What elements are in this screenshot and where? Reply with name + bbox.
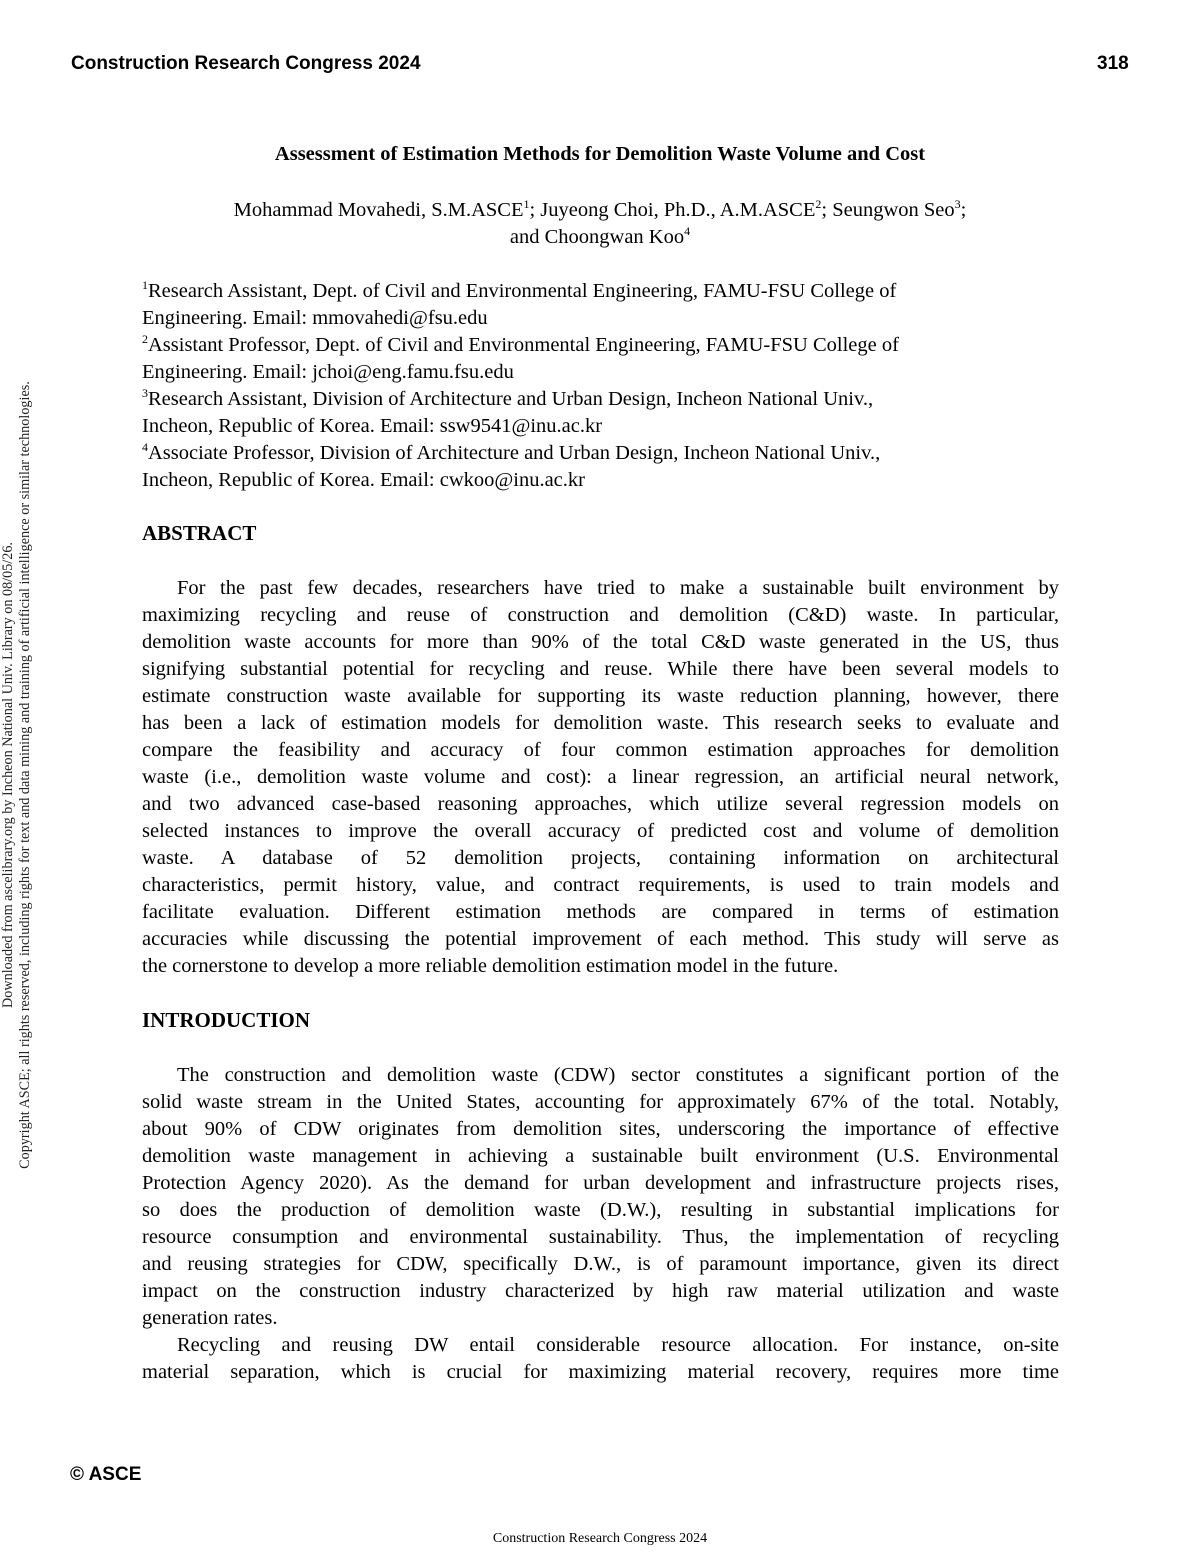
- text-line: about 90% of CDW originates from demolition sites, underscoring the importance of effective: [142, 1118, 1059, 1140]
- introduction-paragraph-2: [142, 1332, 1059, 1386]
- page-footer: Construction Research Congress 2024: [492, 1531, 708, 1546]
- text-line: demolition waste management in achieving a sustainable built environment (U.S. Environmental: [142, 1145, 1059, 1167]
- abstract-body: [142, 575, 1059, 980]
- text-line: the cornerstone to develop a more reliable demolition estimation model in the future.: [142, 955, 839, 977]
- affiliation-text: Associate Professor, Division of Architecture and Urban Design, Incheon National Univ.,: [148, 442, 881, 464]
- watermark-line-2: Copyright ASCE; all rights reserved, including rights for text and data mining and training of artificial intelligence or similar technologies.: [17, 381, 33, 1169]
- affiliation-1: [142, 278, 1060, 332]
- text-line: material separation, which is crucial for maximizing material recovery, requires more time: [142, 1361, 1059, 1383]
- text-line: waste (i.e., demolition waste volume and cost): a linear regression, an artificial neural network,: [142, 766, 1059, 788]
- text-line: accuracies while discussing the potential improvement of each method. This study will serve as: [142, 928, 1059, 950]
- author-sup: 1: [523, 197, 530, 212]
- affiliation-email: Engineering. Email: mmovahedi@fsu.edu: [142, 307, 488, 329]
- affiliation-2: [142, 332, 1060, 386]
- text-line: has been a lack of estimation models for demolition waste. This research seeks to evaluate and: [142, 712, 1059, 734]
- author-name: and Choongwan Koo: [509, 226, 685, 248]
- introduction-paragraph-1: [142, 1062, 1059, 1332]
- affiliation-text: Research Assistant, Division of Architecture and Urban Design, Incheon National Univ.,: [148, 388, 874, 410]
- affiliation-email: Incheon, Republic of Korea. Email: cwkoo@inu.ac.kr: [142, 469, 585, 491]
- text-line: impact on the construction industry characterized by high raw material utilization and waste: [142, 1280, 1059, 1302]
- text-line: facilitate evaluation. Different estimation methods are compared in terms of estimation: [142, 901, 1059, 923]
- download-watermark: [0, 335, 40, 1215]
- affiliations: [142, 278, 1060, 494]
- text-line: maximizing recycling and reuse of construction and demolition (C&D) waste. In particular,: [142, 604, 1059, 626]
- text-line: and reusing strategies for CDW, specifically D.W., is of paramount importance, given its direct: [142, 1253, 1059, 1275]
- text-line: compare the feasibility and accuracy of four common estimation approaches for demolition: [142, 739, 1059, 761]
- author-list: [140, 197, 1060, 251]
- author-separator: ;: [960, 199, 967, 221]
- text-line: so does the production of demolition waste (D.W.), resulting in substantial implications for: [142, 1199, 1059, 1221]
- text-line: characteristics, permit history, value, and contract requirements, is used to train models and: [142, 874, 1059, 896]
- text-line: Recycling and reusing DW entail considerable resource allocation. For instance, on-site: [177, 1334, 1059, 1356]
- author-sup: 3: [954, 197, 961, 212]
- introduction-heading: INTRODUCTION: [142, 1008, 311, 1032]
- text-line: The construction and demolition waste (CDW) sector constitutes a significant portion of the: [177, 1064, 1059, 1086]
- affiliation-sup: 4: [142, 440, 148, 455]
- author-name: Mohammad Movahedi, S.M.ASCE: [233, 199, 524, 221]
- text-line: resource consumption and environmental sustainability. Thus, the implementation of recycling: [142, 1226, 1059, 1248]
- author-name: Seungwon Seo: [832, 199, 955, 221]
- author-separator: ;: [821, 199, 833, 221]
- author-line-2: [140, 224, 1060, 251]
- text-line: Protection Agency 2020). As the demand for urban development and infrastructure projects rises,: [142, 1172, 1059, 1194]
- author-separator: ;: [529, 199, 541, 221]
- affiliation-4: [142, 440, 1060, 494]
- text-line: waste. A database of 52 demolition projects, containing information on architectural: [142, 847, 1059, 869]
- author-sup: 2: [815, 197, 822, 212]
- affiliation-text: Research Assistant, Dept. of Civil and Environmental Engineering, FAMU-FSU College of: [148, 280, 897, 302]
- affiliation-sup: 3: [142, 386, 148, 401]
- paper-title: Assessment of Estimation Methods for Demolition Waste Volume and Cost: [274, 143, 926, 165]
- affiliation-sup: 1: [142, 278, 148, 293]
- text-line: For the past few decades, researchers have tried to make a sustainable built environment by: [177, 577, 1059, 599]
- text-line: and two advanced case-based reasoning approaches, which utilize several regression models on: [142, 793, 1059, 815]
- text-line: selected instances to improve the overall accuracy of predicted cost and volume of demolition: [142, 820, 1059, 842]
- affiliation-sup: 2: [142, 332, 148, 347]
- affiliation-email: Engineering. Email: jchoi@eng.famu.fsu.edu: [142, 361, 514, 383]
- affiliation-3: [142, 386, 1060, 440]
- running-header-conference: Construction Research Congress 2024: [71, 53, 421, 74]
- copyright-notice: © ASCE: [70, 1464, 142, 1485]
- abstract-heading: ABSTRACT: [142, 521, 257, 545]
- author-line-1: [140, 197, 1060, 224]
- page-number: 318: [1097, 53, 1129, 74]
- text-line: estimate construction waste available for supporting its waste reduction planning, however, there: [142, 685, 1059, 707]
- affiliation-email: Incheon, Republic of Korea. Email: ssw9541@inu.ac.kr: [142, 415, 603, 437]
- text-line: solid waste stream in the United States, accounting for approximately 67% of the total. Notably,: [142, 1091, 1059, 1113]
- watermark-line-1: Downloaded from ascelibrary.org by Incheon National Univ. Library on 08/05/26.: [0, 542, 16, 1008]
- text-line: generation rates.: [142, 1307, 278, 1329]
- author-sup: 4: [684, 224, 691, 239]
- text-line: demolition waste accounts for more than 90% of the total C&D waste generated in the US, thus: [142, 631, 1059, 653]
- affiliation-text: Assistant Professor, Dept. of Civil and Environmental Engineering, FAMU-FSU College of: [148, 334, 899, 356]
- text-line: signifying substantial potential for recycling and reuse. While there have been several models to: [142, 658, 1059, 680]
- author-name: Juyeong Choi, Ph.D., A.M.ASCE: [540, 199, 816, 221]
